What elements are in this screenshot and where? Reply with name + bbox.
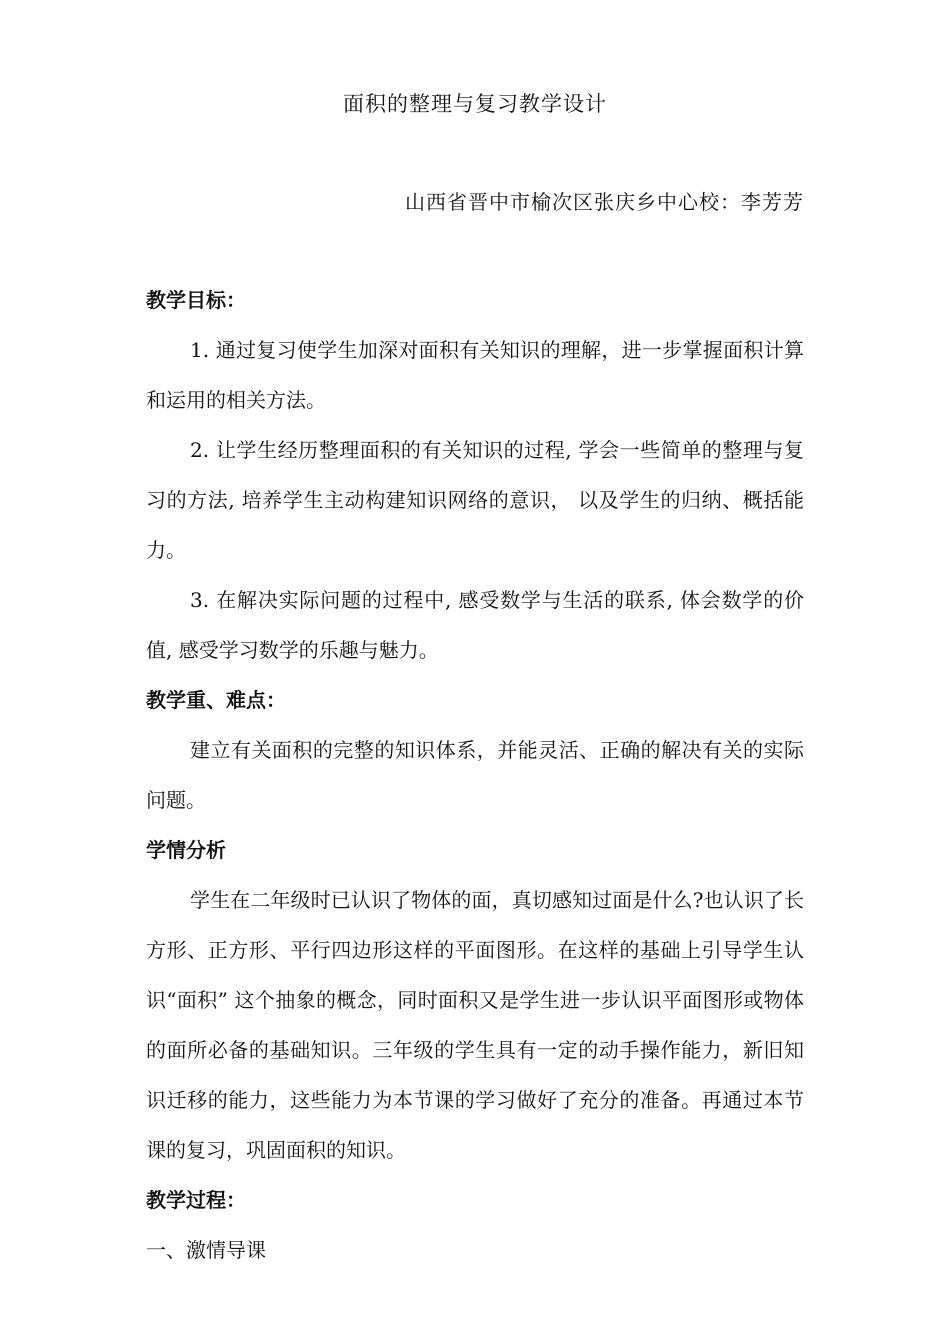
analysis-heading: 学情分析	[146, 838, 226, 862]
document-body	[146, 275, 804, 1275]
document-title: 面积的整理与复习教学设计	[343, 92, 607, 116]
objectives-heading: 教学目标：	[146, 288, 246, 312]
analysis-text: 学生在二年级时已认识了物体的面，真切感知过面是什么?也认识了长方形、正方形、平行四边形这样的平面图形。在这样的基础上引导学生认识“面积” 这个抽象的概念，同时面积又是学生进一步认识平面图形或物体的面所必备的基础知识。三年级的学生具有一定的动手操作能力，新旧知识迁移的能力，这些能力为本节课的学习做好了充分的准备。再通过本节课的复习，巩固面积的知识。	[146, 888, 804, 1162]
objective-item: 2. 让学生经历整理面积的有关知识的过程, 学会一些简单的整理与复习的方法, 培养学生主动构建知识网络的意识， 以及学生的归纳、概括能力。	[146, 438, 804, 562]
process-step-heading: 一、激情导课	[146, 1238, 266, 1262]
key-points-heading: 教学重、难点：	[146, 688, 286, 712]
objective-item: 3. 在解决实际问题的过程中, 感受数学与生活的联系, 体会数学的价值, 感受学习数学的乐趣与魅力。	[146, 588, 804, 662]
objective-item: 1. 通过复习使学生加深对面积有关知识的理解，进一步掌握面积计算和运用的相关方法。	[146, 338, 804, 412]
process-heading: 教学过程：	[146, 1188, 246, 1212]
author-line: 山西省晋中市榆次区张庆乡中心校：李芳芳	[405, 190, 804, 214]
key-points-text: 建立有关面积的完整的知识体系，并能灵活、正确的解决有关的实际问题。	[146, 738, 804, 812]
